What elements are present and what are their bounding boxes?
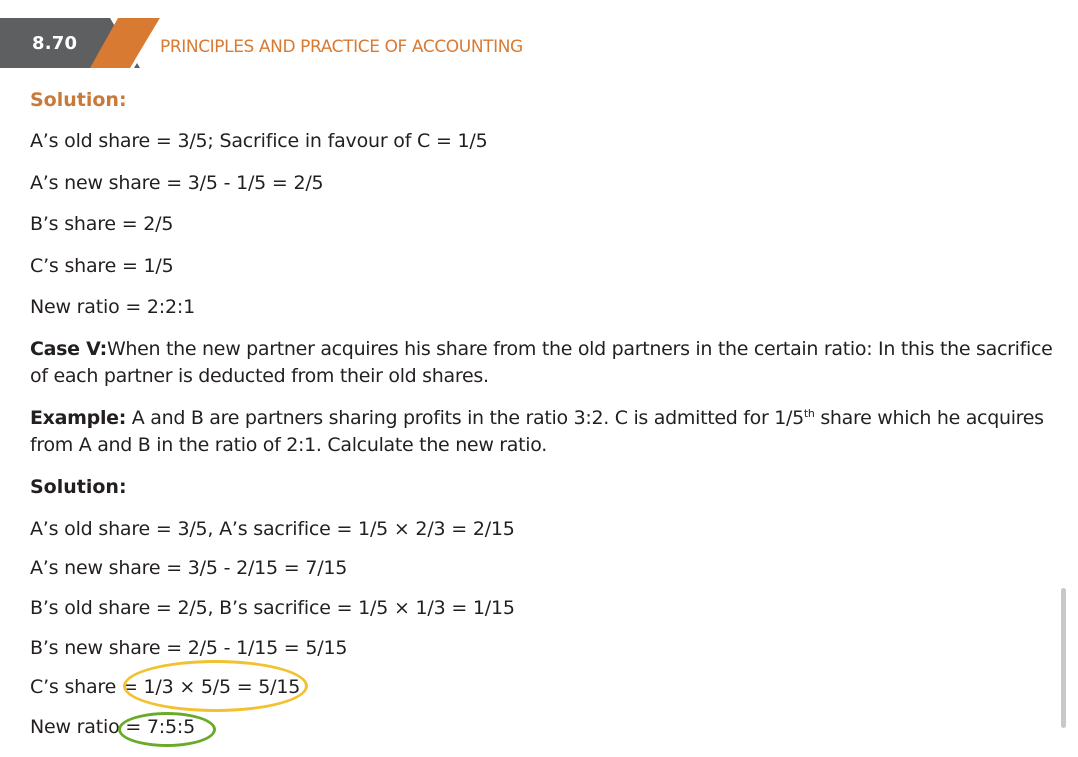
example-superscript: th: [803, 407, 815, 420]
solution1-line-2: A’s new share = 3/5 - 1/5 = 2/5: [30, 172, 324, 194]
solution1-line-4: C’s share = 1/5: [30, 255, 174, 277]
example-paragraph: [30, 405, 1060, 459]
page-header: [0, 0, 1078, 80]
solution1-line-5: New ratio = 2:2:1: [30, 296, 195, 318]
case-v-paragraph: [30, 336, 1060, 390]
example-text-2: share which he acquires from A and B in the ratio of 2:1. Calculate the new ratio.: [30, 407, 1044, 456]
solution1-line-3: B’s share = 2/5: [30, 213, 174, 235]
page-number: 8.70: [32, 33, 78, 54]
solution2-line-4: B’s new share = 2/5 - 1/15 = 5/15: [30, 637, 348, 659]
case-v-text: When the new partner acquires his share from the old partners in the certain ratio: In this the sacrifice of each partner is deducted from their old shares.: [30, 338, 1053, 387]
case-v-label: Case V:: [30, 338, 107, 360]
vertical-scrollbar[interactable]: [1061, 588, 1066, 728]
solution2-line-3: B’s old share = 2/5, B’s sacrifice = 1/5 × 1/3 = 1/15: [30, 597, 515, 619]
example-text-1: A and B are partners sharing profits in the ratio 3:2. C is admitted for 1/5: [126, 407, 804, 429]
solution-heading-2: Solution:: [30, 476, 127, 498]
yellow-highlight-ellipse: [123, 660, 308, 712]
solution1-line-1: A’s old share = 3/5; Sacrifice in favour of C = 1/5: [30, 130, 488, 152]
example-label: Example:: [30, 407, 127, 429]
solution2-line-1: A’s old share = 3/5, A’s sacrifice = 1/5 × 2/3 = 2/15: [30, 518, 515, 540]
solution-heading-1: Solution:: [30, 89, 127, 111]
solution2-line-6: New ratio = 7:5:5: [30, 716, 195, 738]
green-highlight-ellipse: [118, 712, 216, 747]
solution2-line-2: A’s new share = 3/5 - 2/15 = 7/15: [30, 557, 348, 579]
book-title: PRINCIPLES AND PRACTICE OF ACCOUNTING: [160, 37, 523, 57]
solution2-line-5: C’s share = 1/3 × 5/5 = 5/15: [30, 676, 301, 698]
